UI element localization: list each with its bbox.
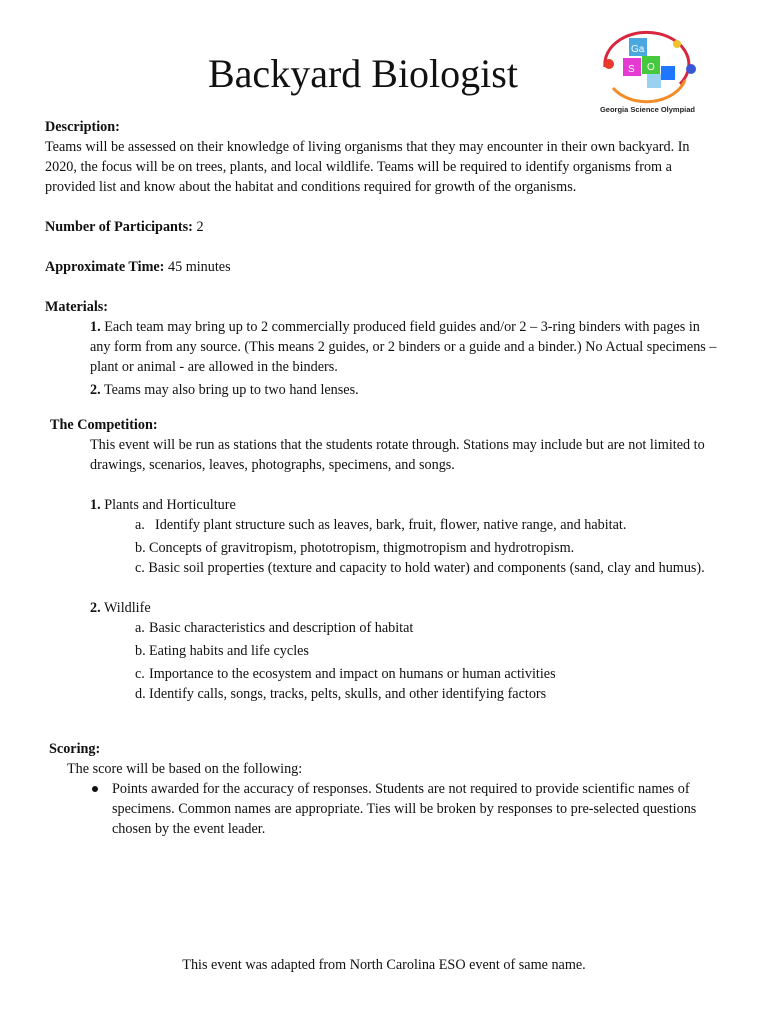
competition-heading: The Competition: (50, 417, 158, 433)
materials-item (45, 380, 720, 400)
participants-value: 2 (196, 219, 204, 235)
time-line (45, 257, 720, 277)
section-title: Plants and Horticulture (104, 497, 236, 513)
scoring-bullet-list (45, 779, 720, 839)
list-item (45, 515, 720, 535)
materials-item-text: Each team may bring up to 2 commercially produced field guides and/or 2 – 3-ring binders with pages in any form from any source. (This means 2 guides, or 2 binders or a guide and a binder.) No Actual specimens –plant or animal - are allowed in the binders. (90, 319, 717, 375)
scoring-heading: Scoring: (49, 741, 101, 757)
list-item (45, 664, 720, 684)
materials-item-number: 1. (90, 319, 101, 335)
list-item-label: b. (135, 540, 146, 556)
section-number: 2. (90, 600, 101, 616)
list-item-text: Basic characteristics and description of habitat (149, 620, 414, 636)
section-number: 1. (90, 497, 101, 513)
logo-letter: Ga (631, 44, 645, 55)
competition-section-title (45, 598, 720, 618)
list-item-label: a. (135, 517, 145, 533)
list-item-text: Eating habits and life cycles (149, 643, 309, 659)
logo-graphic (585, 22, 710, 106)
list-item-label: a. (135, 620, 145, 636)
bullet-icon (92, 786, 98, 792)
list-item-text: Identify plant structure such as leaves, bark, fruit, flower, native range, and habitat. (155, 517, 627, 533)
participants-label: Number of Participants: (45, 219, 193, 235)
competition-intro: This event will be run as stations that the students rotate through. Stations may include but are not limited to drawings, scenarios, leaves, photographs, specimens, and songs. (90, 437, 705, 473)
participants-line (45, 217, 720, 237)
list-item-text: Concepts of gravitropism, phototropism, thigmotropism and hydrotropism. (149, 540, 575, 556)
section-title: Wildlife (103, 600, 151, 616)
scoring-intro: The score will be based on the following: (67, 761, 303, 777)
list-item-label: b. (135, 643, 146, 659)
description-heading: Description: (45, 119, 120, 135)
bullet-text: Points awarded for the accuracy of responses. Students are not required to provide scientific names of specimens. Common names are appropriate. Ties will be broken by responses to pre-selected questions chosen by the event leader. (112, 781, 697, 837)
materials-heading: Materials: (45, 299, 109, 315)
list-item-text: Identify calls, songs, tracks, pelts, skulls, and other identifying factors (149, 686, 547, 702)
georgia-science-olympiad-logo (585, 22, 710, 122)
description-text: Teams will be assessed on their knowledge of living organisms that they may encounter in their own backyard. In 2020, the focus will be on trees, plants, and local wildlife. Teams will be required to identify organisms from a provided list and know about the habitat and conditions required for growth of the organisms. (45, 139, 690, 195)
materials-item-number: 2. (90, 382, 101, 398)
list-item-label: d. (135, 686, 146, 702)
list-item (45, 538, 720, 558)
list-item-label: c. (135, 666, 145, 682)
competition-section-title (45, 495, 720, 515)
list-item (45, 684, 720, 704)
footer-note: This event was adapted from North Carolina ESO event of same name. (182, 957, 586, 973)
document-body (45, 117, 720, 839)
page-title: Backyard Biologist (208, 51, 518, 96)
list-item-label: c. (135, 560, 145, 576)
list-item (45, 558, 720, 578)
materials-item-text: Teams may also bring up to two hand lenses. (103, 382, 359, 398)
time-value: 45 minutes (167, 259, 231, 275)
list-item (45, 618, 720, 638)
bullet-item (112, 779, 720, 839)
list-item-text: Basic soil properties (texture and capacity to hold water) and components (sand, clay and humus). (148, 560, 705, 576)
logo-caption: Georgia Science Olympiad (599, 105, 696, 114)
list-item (45, 641, 720, 661)
logo-letter: S (628, 64, 635, 75)
logo-letter: O (647, 62, 655, 73)
time-label: Approximate Time: (45, 259, 165, 275)
materials-item (45, 317, 720, 377)
list-item-text: Importance to the ecosystem and impact on humans or human activities (149, 666, 556, 682)
